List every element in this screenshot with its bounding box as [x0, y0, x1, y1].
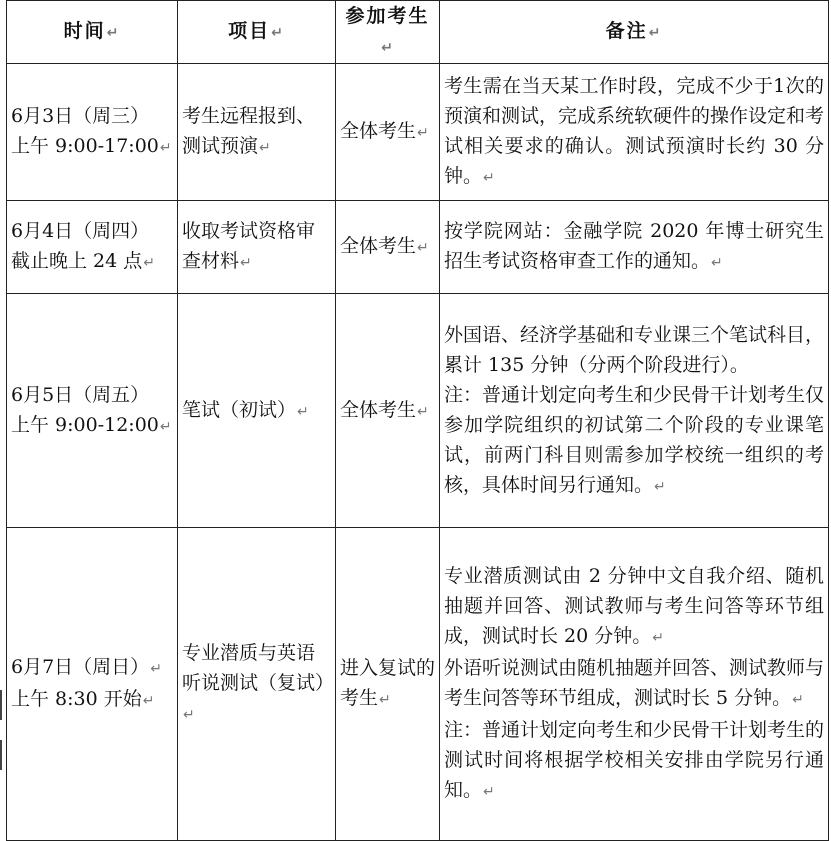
item-cell: 收取考试资格审查材料↵	[178, 201, 336, 294]
note-paragraph: 考生需在当天某工作时段，完成不少于1次的预演和测试，完成系统软硬件的操作设定和考试相关要求的确认。测试预演时长约 30 分钟。	[444, 75, 825, 187]
notes-cell	[440, 201, 829, 294]
time-text: 上午 9:00-17:00↵	[11, 135, 172, 157]
return-mark: ↵	[143, 255, 155, 271]
header-time: 时间↵	[7, 1, 178, 64]
note-paragraph: 注：普通计划定向考生和少民骨干计划考生仅参加学院组织的初试第二个阶段的专业课笔试，前两门科目则需参加学校统一组织的考核，具体时间另行通知。↵	[444, 383, 825, 496]
note-paragraph: 外语听说测试由随机抽题并回答、测试教师与考生问答等环节组成，测试时长 5 分钟。↵	[444, 657, 825, 709]
return-mark: ↵	[483, 784, 495, 800]
time-cell	[7, 528, 178, 841]
note-paragraph: 按学院网站：金融学院 2020 年博士研究生招生考试资格审查工作的通知。	[444, 220, 824, 272]
return-mark: ↵	[648, 25, 663, 41]
notes-cell	[440, 64, 829, 201]
return-mark: ↵	[792, 692, 804, 708]
return-mark: ↵	[417, 403, 429, 420]
return-mark: ↵	[379, 692, 391, 708]
return-mark: ↵	[106, 25, 121, 41]
header-notes: 备注↵	[440, 1, 829, 64]
return-mark: ↵	[159, 140, 172, 156]
return-mark: ↵	[271, 25, 285, 41]
return-mark: ↵	[259, 140, 271, 156]
table-row	[7, 294, 829, 528]
table-header-row	[7, 1, 829, 64]
note-paragraph: 注：普通计划定向考生和少民骨干计划考生的测试时间将根据学校相关安排由学院另行通知。↵	[444, 719, 825, 801]
time-text: 上午 8:30 开始↵	[11, 688, 155, 710]
participants-cell: 进入复试的考生↵	[336, 528, 440, 841]
exam-schedule-table	[6, 0, 829, 841]
header-participants: 参加考生↵	[336, 1, 440, 64]
return-mark: ↵	[654, 478, 666, 495]
note-paragraph: 外国语、经济学基础和专业课三个笔试科目，累计 135 分钟（分两个阶段进行）。	[444, 323, 825, 376]
return-mark: ↵	[150, 661, 162, 677]
return-mark: ↵	[240, 255, 252, 271]
return-mark: ↵	[159, 418, 172, 435]
item-cell: 专业潜质与英语听说测试（复试）↵	[178, 528, 336, 841]
return-mark: ↵	[483, 170, 495, 186]
notes-cell	[440, 528, 829, 841]
time-cell	[7, 294, 178, 528]
return-mark: ↵	[381, 40, 395, 56]
return-mark: ↵	[183, 707, 195, 723]
scan-edge-mark	[0, 690, 2, 720]
date-text: 6月5日（周五）	[11, 383, 150, 406]
return-mark: ↵	[652, 630, 664, 646]
return-mark: ↵	[142, 693, 155, 709]
item-cell: 笔试（初试）↵	[178, 294, 336, 528]
return-mark: ↵	[417, 240, 429, 256]
header-item: 项目↵	[178, 1, 336, 64]
participants-cell: 全体考生↵	[336, 294, 440, 528]
notes-cell	[440, 294, 829, 528]
date-text: 6月7日（周日）↵	[11, 656, 162, 678]
participants-cell: 全体考生↵	[336, 201, 440, 294]
note-paragraph: 专业潜质测试由 2 分钟中文自我介绍、随机抽题并回答、测试教师与考生问答等环节组成，测试时长 20 分钟。↵	[444, 565, 824, 647]
item-cell: 考生远程报到、测试预演↵	[178, 64, 336, 201]
table-row	[7, 201, 829, 294]
time-text: 截止晚上 24 点↵	[11, 250, 155, 272]
time-cell	[7, 64, 178, 201]
time-text: 上午 9:00-12:00↵	[11, 413, 172, 436]
return-mark: ↵	[297, 403, 309, 420]
table-row	[7, 528, 829, 841]
scan-edge-mark	[0, 740, 2, 770]
return-mark: ↵	[417, 125, 429, 141]
participants-cell: 全体考生↵	[336, 64, 440, 201]
table-row	[7, 64, 829, 201]
time-cell	[7, 201, 178, 294]
date-text: 6月4日（周四）	[11, 220, 150, 242]
date-text: 6月3日（周三）	[11, 105, 150, 127]
return-mark: ↵	[711, 255, 723, 271]
